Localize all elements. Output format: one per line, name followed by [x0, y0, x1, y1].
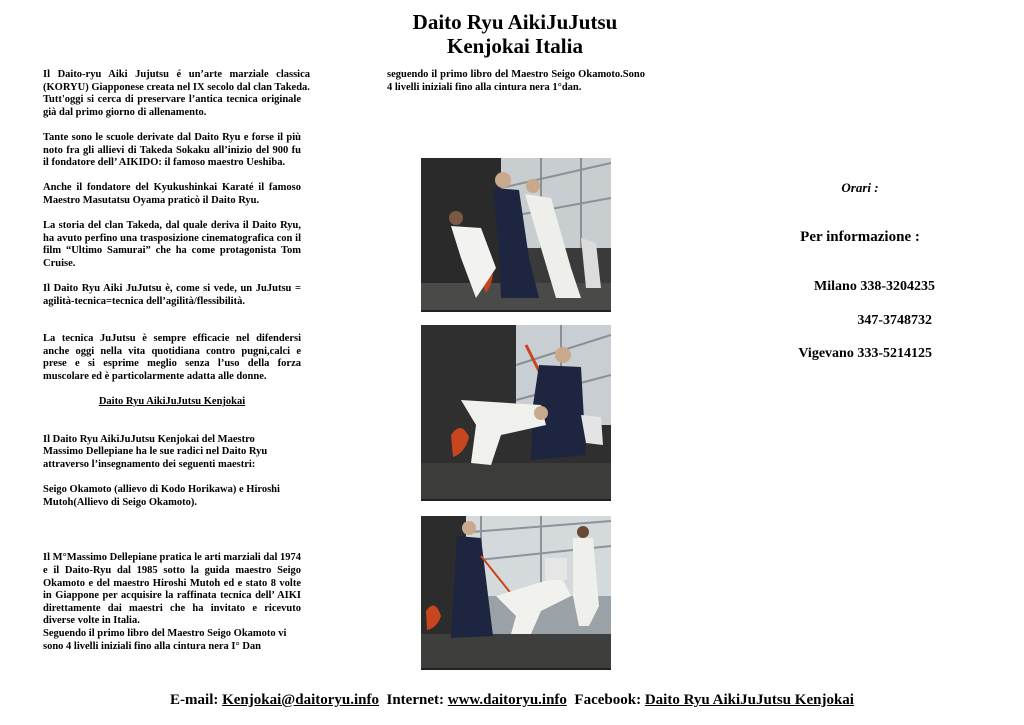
- paragraph-oyama: Anche il fondatore del Kyukushinkai Karaté il famoso Maestro Masutatsu Oyama praticò il Daito Ryu.: [43, 182, 301, 206]
- paragraph-levels-summary: seguendo il primo libro del Maestro Seigo Okamoto.Sono 4 livelli iniziali fino alla cintura nera 1°dan.: [387, 69, 645, 93]
- facebook-label: Facebook:: [574, 692, 642, 708]
- paragraph-history: La storia del clan Takeda, dal quale deriva il Daito Ryu, ha avuto perfino una trasposizione cinematografica con il film “Ultimo Samurai” che ha come protagonista Tom Cruise.: [43, 220, 301, 269]
- title-line-1: Daito Ryu AikiJuJutsu: [412, 10, 618, 34]
- email-label: E-mail:: [170, 692, 219, 708]
- paragraph-schools: Tante sono le scuole derivate dal Daito Ryu e forse il più noto fra gli allievi di Takeda Sokaku all’inizio del 900 fu il fondatore dell’ AIKIDO: il famoso maestro Ueshiba.: [43, 131, 301, 169]
- aikijujutsu-demo-photo-3: [421, 516, 611, 668]
- paragraph-tradition: Tutt'oggi si cerca di preservare l’antica tecnica originale già dal primo giorno di allenamento.: [43, 94, 301, 118]
- contact-vigevano: Vigevano 333-5214125: [798, 346, 932, 361]
- footer-contacts: [0, 692, 1024, 709]
- paragraph-masters: Seigo Okamoto (allievo di Kodo Horikawa) e Hiroshi Mutoh(Allievo di Seigo Okamoto).: [43, 484, 280, 508]
- info-heading: Per informazione :: [800, 229, 920, 245]
- page-title: [300, 10, 730, 58]
- paragraph-intro: Il Daito-ryu Aiki Jujutsu é un’arte marziale classica (KORYU) Giapponese creata nel IX secolo dal clan Takeda.: [43, 69, 310, 93]
- internet-label: Internet:: [386, 692, 444, 708]
- paragraph-dellepiane: Il M°Massimo Dellepiane pratica le arti marziali dal 1974 e il Daito-Ryu dal 1985 sotto la guida maestro Seigo Okamoto e del maestro Hiroshi Mutoh ed e stato 8 volte in Giappone per acquisire la raffinata tecnica dell’ AIKI direttamente dai maestri che ha invitato e ricevuto diverse volte in Italia.: [43, 552, 301, 627]
- photo-2: [421, 325, 611, 501]
- left-column: [43, 69, 310, 653]
- aikijujutsu-demo-photo-1: [421, 158, 611, 310]
- website-link[interactable]: www.daitoryu.info: [447, 692, 567, 708]
- section-heading: Daito Ryu AikiJuJutsu Kenjokai: [98, 396, 246, 408]
- email-link[interactable]: Kenjokai@daitoryu.info: [222, 692, 379, 708]
- contact-phone-2: 347-3748732: [857, 313, 932, 328]
- aikijujutsu-demo-photo-2: [421, 325, 611, 499]
- contact-milano: Milano 338-3204235: [814, 279, 935, 294]
- paragraph-kenjokai: Il Daito Ryu AikiJuJutsu Kenjokai del Maestro Massimo Dellepiane ha le sue radici nel Daito Ryu attraverso l’insegnamento dei seguenti maestri:: [43, 433, 268, 471]
- schedule-heading: Orari :: [841, 180, 879, 195]
- paragraph-technique: La tecnica JuJutsu è sempre efficacie nel difendersi anche oggi nella vita quotidiana contro pugni,calci e prese e si esprime meglio senza l’uso della forza muscolare ed è particolarmente adatta alle donne.: [43, 333, 301, 383]
- photo-3: [421, 516, 611, 670]
- middle-column-text: [387, 69, 645, 94]
- paragraph-levels: Seguendo il primo libro del Maestro Seigo Okamoto vi sono 4 livelli iniziali fino alla cintura nera I° Dan: [43, 627, 287, 652]
- facebook-link[interactable]: Daito Ryu AikiJuJutsu Kenjokai: [644, 692, 854, 708]
- photo-1: [421, 158, 611, 312]
- title-line-2: Kenjokai Italia: [447, 34, 583, 58]
- paragraph-definition: Il Daito Ryu Aiki JuJutsu è, come si vede, un JuJutsu = agilità-tecnica=tecnica dell’agilità/flessibilità.: [43, 283, 301, 307]
